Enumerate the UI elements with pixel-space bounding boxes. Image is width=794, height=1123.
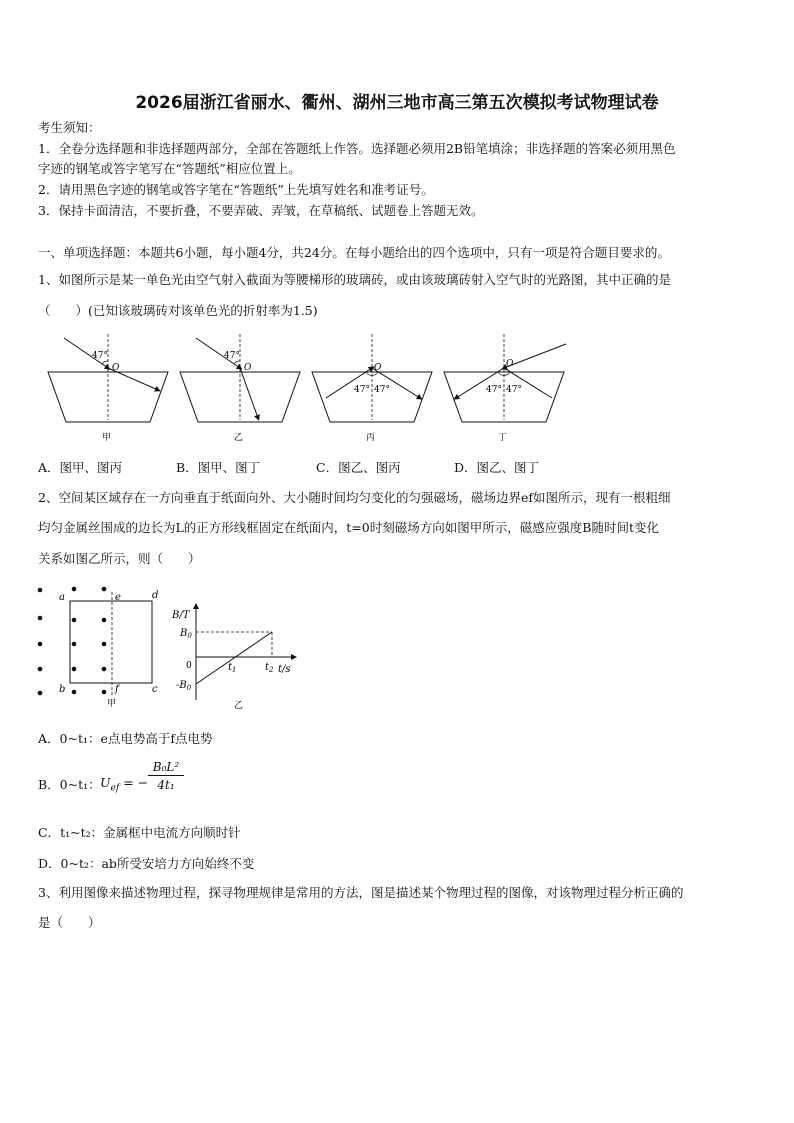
- figure-yi: [180, 334, 300, 443]
- origin-label: 0: [186, 661, 192, 671]
- formula-sub: ef: [110, 783, 120, 794]
- question-3-text: 3、利用图像来描述物理过程，探寻物理规律是常用的方法，图是描述某个物理过程的图像，对该物理过程分析正确的: [38, 885, 684, 900]
- corner-label-c: c: [152, 684, 158, 695]
- point-label: O: [244, 363, 252, 373]
- figure-label: 甲: [102, 433, 112, 443]
- formula-fraction: [148, 760, 184, 792]
- y-axis-label: B/T: [172, 610, 190, 621]
- formula-denominator: 4t₁: [157, 778, 175, 792]
- figure-bing: [312, 334, 432, 443]
- q2-option-d: D．0~t₂：ab所受安培力方向始终不变: [38, 856, 255, 871]
- boundary-label-f: f: [115, 684, 119, 695]
- section-heading: 一、单项选择题：本题共6小题，每小题4分，共24分。在每小题给出的四个选项中，只有一项是符合题目要求的。: [38, 245, 670, 260]
- corner-label-a: a: [59, 592, 65, 603]
- figure-caption: 甲: [107, 699, 117, 709]
- figure-label: 丙: [366, 433, 376, 443]
- x-axis-label: t/s: [278, 664, 291, 675]
- boundary-label-e: e: [115, 592, 121, 603]
- notice-item: 3．保持卡面清洁，不要折叠，不要弄破、弄皱，在草稿纸、试题卷上答题无效。: [38, 203, 484, 218]
- figure-caption: 乙: [234, 701, 244, 711]
- notice-item: 2．请用黑色字迹的钢笔或答字笔在“答题纸”上先填写姓名和准考证号。: [38, 182, 434, 197]
- notice-item: 1．全卷分选择题和非选择题两部分，全部在答题纸上作答。选择题必须用2B铅笔填涂；非选择题的答案必须用黑色: [38, 141, 676, 156]
- angle-label: 47°: [224, 351, 240, 361]
- question-1-text: 1、如图所示是某一单色光由空气射入截面为等腰梯形的玻璃砖，或由该玻璃砖射入空气时的光路图，其中正确的是: [38, 272, 671, 287]
- b0-label: $B_0$: [180, 628, 192, 640]
- q1-figures: [40, 330, 580, 445]
- neg-b0-label: $-B_0$: [176, 680, 192, 692]
- t1-label: $t_1$: [228, 662, 237, 674]
- question-2-text: 关系如图乙所示，则（ ）: [38, 551, 201, 566]
- q1-option-b: B．图甲、图丁: [176, 460, 261, 475]
- figure-ding: [444, 334, 566, 443]
- corner-label-d: d: [152, 590, 159, 601]
- angle-label: 47°: [354, 385, 370, 395]
- q2-figure-jia: [30, 580, 175, 710]
- q2-option-c: C．t₁~t₂：金属框中电流方向顺时针: [38, 825, 241, 840]
- angle-label: 47°: [92, 351, 108, 361]
- point-label: O: [112, 363, 120, 373]
- point-label: O: [506, 359, 514, 369]
- question-2-text: 均匀金属丝围成的边长为L的正方形线框固定在纸面内，t=0时刻磁场方向如图甲所示，磁感应强度B随时间t变化: [38, 520, 659, 535]
- formula-eq: = −: [123, 775, 149, 790]
- angle-label: 47°: [486, 385, 502, 395]
- q1-option-c: C．图乙、图丙: [316, 460, 401, 475]
- figure-label: 乙: [234, 433, 244, 443]
- q2-figure-yi: [170, 600, 305, 712]
- notice-heading: 考生须知：: [38, 120, 101, 135]
- t2-label: $t_2$: [265, 662, 274, 674]
- question-1-text: （ ）(已知该玻璃砖对该单色光的折射率为1.5): [38, 303, 318, 318]
- notice-item: 字迹的钢笔或答字笔写在“答题纸”相应位置上。: [38, 161, 301, 176]
- point-label: O: [374, 363, 382, 373]
- question-2-text: 2、空间某区域存在一方向垂直于纸面向外、大小随时间均匀变化的匀强磁场，磁场边界ef如图所示，现有一根粗细: [38, 490, 671, 505]
- figure-label: 丁: [498, 433, 508, 443]
- formula-u: U: [100, 775, 111, 790]
- q1-option-d: D．图乙、图丁: [454, 460, 540, 475]
- q2-option-b-prefix: B．0~t₁：: [38, 777, 101, 792]
- angle-label: 47°: [506, 385, 522, 395]
- question-3-text: 是（ ）: [38, 915, 101, 930]
- q1-option-a: A．图甲、图丙: [38, 460, 123, 475]
- figure-jia: [48, 334, 168, 443]
- page-title: 2026届浙江省丽水、衢州、湖州三地市高三第五次模拟考试物理试卷: [135, 93, 659, 113]
- corner-label-b: b: [59, 684, 66, 695]
- formula-numerator: B₀L²: [148, 760, 184, 776]
- q2-option-a: A．0~t₁：e点电势高于f点电势: [38, 731, 213, 746]
- q2-option-b-formula: [100, 775, 148, 794]
- angle-label: 47°: [374, 385, 390, 395]
